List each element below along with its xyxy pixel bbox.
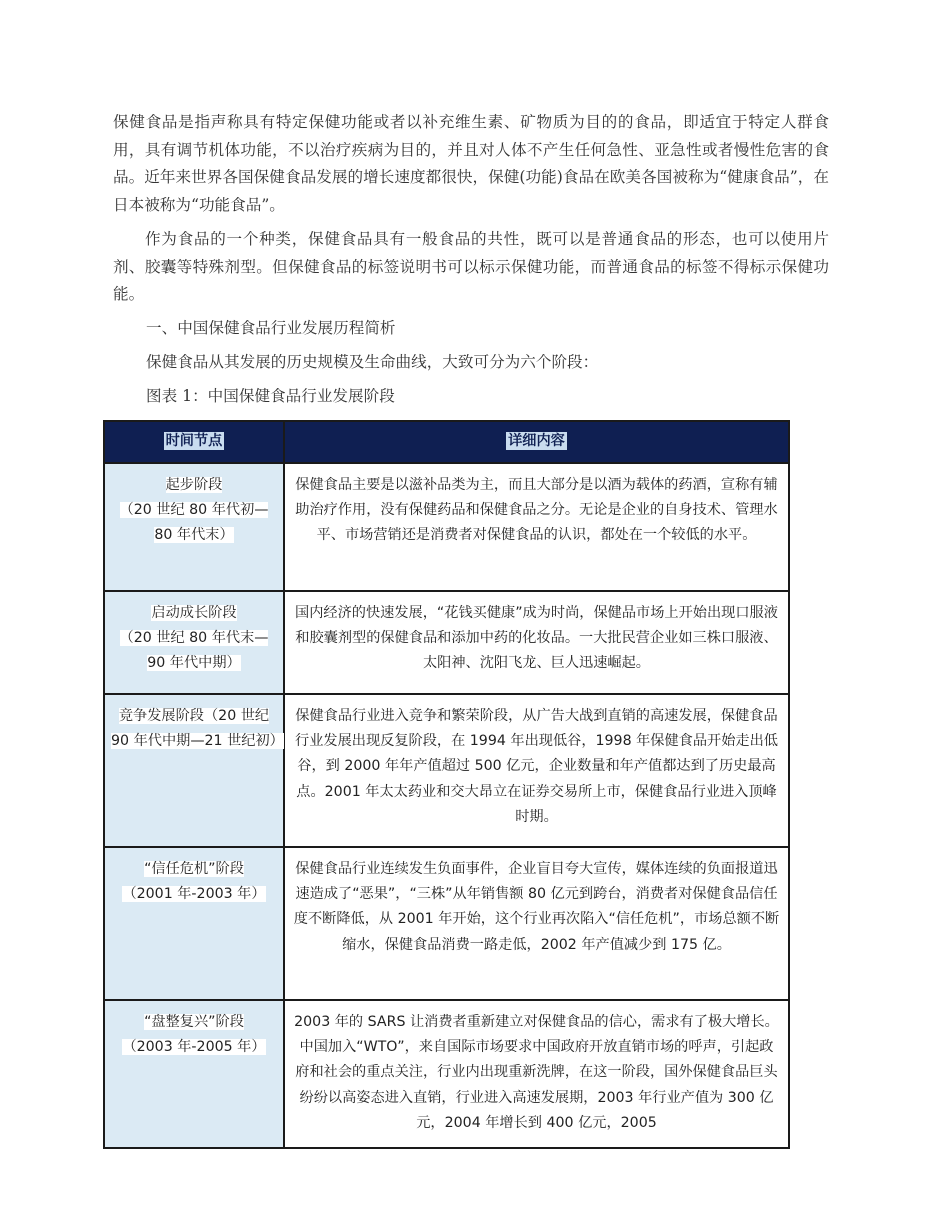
section-heading: 一、中国保健食品行业发展历程简析 [146,319,396,337]
figure-caption: 图表 1：中国保健食品行业发展阶段 [146,387,395,405]
stage-label: “盘整复兴”阶段 （2003 年-2005 年） [122,1014,266,1056]
table-row [104,694,789,847]
stage-cell [104,694,284,847]
intro-paragraph-2: 作为食品的一个种类，保健食品具有一般食品的共性，既可以是普通食品的形态，也可以使用片剂、胶囊等特殊剂型。但保健食品的标签说明书可以标示保健功能，而普通食品的标签不得标示保健功能。 [113,230,829,304]
table-row [104,463,789,591]
intro-paragraph-1: 保健食品是指声称具有特定保健功能或者以补充维生素、矿物质为目的的食品，即适宜于特定人群食用，具有调节机体功能，不以治疗疾病为目的，并且对人体不产生任何急性、亚急性或者慢性危害的食品。近年来世界各国保健食品发展的增长速度都很快，保健(功能)食品在欧美各国被称为“健康食品”，在日本被称为“功能食品”。 [113,113,829,215]
stage-label: “信任危机”阶段 （2001 年-2003 年） [122,861,266,903]
detail-cell: 保健食品行业进入竞争和繁荣阶段，从广告大战到直销的高速发展，保健食品行业发展出现反复阶段，在 1994 年出现低谷，1998 年保健食品开始走出低谷，到 2000 年年产值超过 500 亿元，企业数量和年产值都达到了历史最高点。2001 年太太药业和交大昂立在证券交易所上市，保健食品行业进入顶峰时期。 [284,694,789,847]
detail-cell: 保健食品主要是以滋补品类为主，而且大部分是以酒为载体的药酒，宣称有辅助治疗作用，没有保健药品和保健食品之分。无论是企业的自身技术、管理水平、市场营销还是消费者对保健食品的认识，都处在一个较低的水平。 [284,463,789,591]
stage-cell [104,591,284,694]
stage-label: 竞争发展阶段（20 世纪 90 年代中期—21 世纪初） [111,708,284,750]
detail-cell: 2003 年的 SARS 让消费者重新建立对保健食品的信心，需求有了极大增长。中国加入“WTO”，来自国际市场要求中国政府开放直销市场的呼声，引起政府和社会的重点关注，行业内出现重新洗牌，在这一阶段，国外保健食品巨头纷纷以高姿态进入直销，行业进入高速发展期，2003 年行业产值为 300 亿元，2004 年增长到 400 亿元，2005 [284,1000,789,1148]
stage-cell [104,463,284,591]
table-row [104,1000,789,1148]
stage-label: 起步阶段 （20 世纪 80 年代初—80 年代末） [119,477,269,544]
table-row [104,847,789,1000]
detail-cell: 保健食品行业连续发生负面事件，企业盲目夸大宣传，媒体连续的负面报道迅速造成了“恶果”，“三株”从年销售额 80 亿元到跨台，消费者对保健食品信任度不断降低，从 2001 年开始，这个行业再次陷入“信任危机”，市场总额不断缩水，保健食品消费一路走低，2002 年产值减少到 175 亿。 [284,847,789,1000]
stage-label: 启动成长阶段 （20 世纪 80 年代末—90 年代中期） [119,605,269,672]
stage-cell [104,1000,284,1148]
stage-cell [104,847,284,1000]
detail-cell: 国内经济的快速发展，“花钱买健康”成为时尚，保健品市场上开始出现口服液和胶囊剂型的保健食品和添加中药的化妆品。一大批民营企业如三株口服液、太阳神、沈阳飞龙、巨人迅速崛起。 [284,591,789,694]
header-time-node: 时间节点 [104,421,284,463]
development-stages-table [103,420,790,1149]
section-intro: 保健食品从其发展的历史规模及生命曲线，大致可分为六个阶段： [146,353,599,371]
table-header-row [104,421,789,463]
header-details: 详细内容 [284,421,789,463]
table-row [104,591,789,694]
